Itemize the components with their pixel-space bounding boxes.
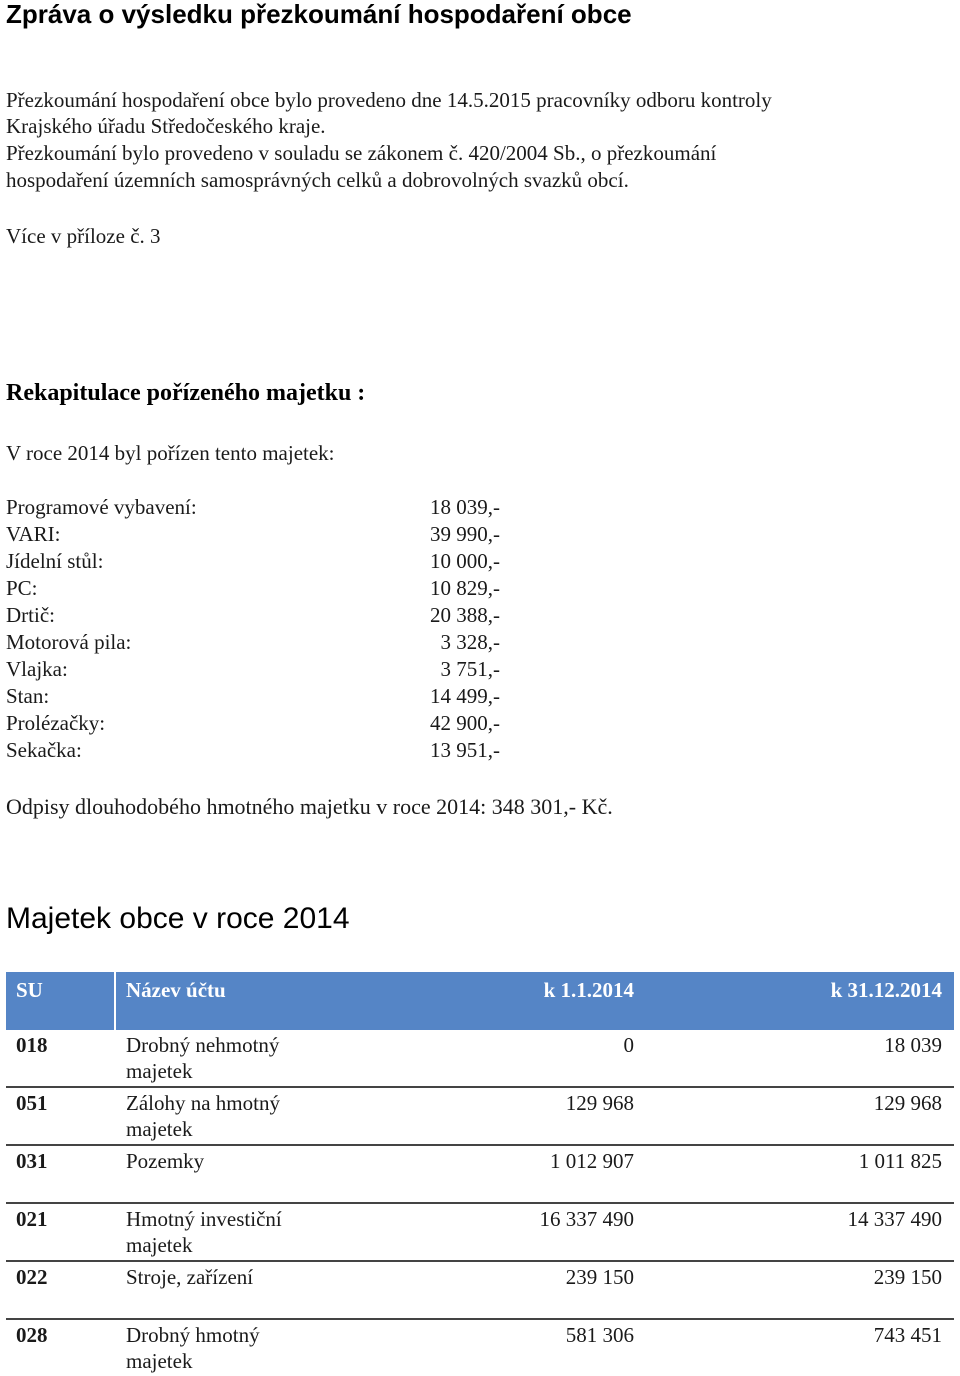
table-row <box>6 1030 954 1086</box>
account-code: 022 <box>16 1265 48 1289</box>
depreciation-line: Odpisy dlouhodobého hmotného majetku v roce 2014: 348 301,- Kč. <box>6 794 613 819</box>
value-start: 239 150 <box>565 1265 634 1289</box>
asset-item-name: Motorová pila: <box>6 630 132 654</box>
asset-item-name: Vlajka: <box>6 657 68 681</box>
account-name: Drobný nehmotný majetek <box>126 1033 280 1083</box>
page-title: Zpráva o výsledku přezkoumání hospodaření obce <box>6 0 632 29</box>
table-row <box>6 1260 954 1318</box>
account-name: Zálohy na hmotný majetek <box>126 1091 280 1141</box>
attachment-note: Více v příloze č. 3 <box>6 224 161 248</box>
asset-item-value: 10 829,- <box>430 576 500 600</box>
asset-item-name: Stan: <box>6 684 50 708</box>
asset-item-name: Sekačka: <box>6 738 82 762</box>
value-start: 129 968 <box>565 1091 634 1115</box>
account-code: 028 <box>16 1323 48 1347</box>
intro-line: Přezkoumání bylo provedeno v souladu se zákonem č. 420/2004 Sb., o přezkoumání <box>6 141 717 165</box>
asset-item-name: Programové vybavení: <box>6 495 197 519</box>
asset-item-value: 18 039,- <box>430 495 500 519</box>
column-header-su: SU <box>16 978 43 1002</box>
value-start: 1 012 907 <box>550 1149 634 1173</box>
recap-heading: Rekapitulace pořízeného majetku : <box>6 380 366 406</box>
asset-item-value: 3 751,- <box>440 657 500 681</box>
asset-item-value: 14 499,- <box>430 684 500 708</box>
intro-line: hospodaření územních samosprávných celků a dobrovolných svazků obcí. <box>6 168 629 192</box>
asset-item-value: 3 328,- <box>440 630 500 654</box>
table-row <box>6 1318 954 1376</box>
intro-line: Krajského úřadu Středočeského kraje. <box>6 114 326 138</box>
recap-lead: V roce 2014 byl pořízen tento majetek: <box>6 441 335 465</box>
asset-item-name: Prolézačky: <box>6 711 106 735</box>
account-code: 021 <box>16 1207 48 1231</box>
intro-line: Přezkoumání hospodaření obce bylo provedeno dne 14.5.2015 pracovníky odboru kontroly <box>6 88 772 112</box>
asset-item-name: Drtič: <box>6 603 55 627</box>
value-start: 16 337 490 <box>539 1207 634 1231</box>
account-code: 031 <box>16 1149 48 1173</box>
value-end: 14 337 490 <box>847 1207 942 1231</box>
asset-item-value: 13 951,- <box>430 738 500 762</box>
assets-table <box>6 972 954 1376</box>
account-code: 051 <box>16 1091 48 1115</box>
asset-item-value: 10 000,- <box>430 549 500 573</box>
value-end: 18 039 <box>884 1033 942 1057</box>
column-header-name: Název účtu <box>126 978 226 1002</box>
account-name: Drobný hmotný majetek <box>126 1323 260 1373</box>
account-name: Stroje, zařízení <box>126 1265 254 1289</box>
asset-item-name: PC: <box>6 576 38 600</box>
asset-item-value: 42 900,- <box>430 711 500 735</box>
table-row <box>6 1202 954 1260</box>
value-start: 0 <box>623 1033 634 1057</box>
value-end: 129 968 <box>873 1091 942 1115</box>
asset-item-value: 39 990,- <box>430 522 500 546</box>
column-header-start: k 1.1.2014 <box>543 978 634 1002</box>
account-name: Pozemky <box>126 1149 205 1173</box>
value-end: 1 011 825 <box>858 1149 942 1173</box>
value-end: 743 451 <box>873 1323 942 1347</box>
asset-item-name: VARI: <box>6 522 61 546</box>
column-header-end: k 31.12.2014 <box>830 978 942 1002</box>
table-header <box>6 972 954 1030</box>
table-row <box>6 1144 954 1202</box>
value-end: 239 150 <box>873 1265 942 1289</box>
table-body <box>6 1030 954 1376</box>
assets-heading: Majetek obce v roce 2014 <box>6 902 350 935</box>
account-code: 018 <box>16 1033 48 1057</box>
table-row <box>6 1086 954 1144</box>
asset-item-value: 20 388,- <box>430 603 500 627</box>
value-start: 581 306 <box>565 1323 634 1347</box>
asset-item-name: Jídelní stůl: <box>6 549 104 573</box>
account-name: Hmotný investiční majetek <box>126 1207 282 1257</box>
